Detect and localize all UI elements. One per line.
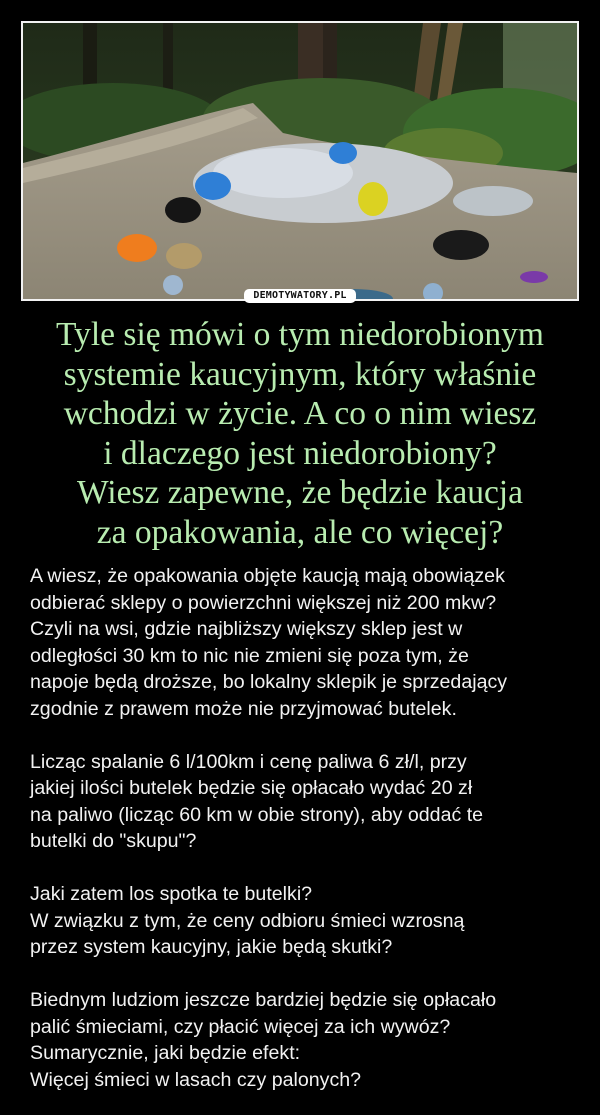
title-line: systemie kaucyjnym, który właśnie — [63, 355, 537, 393]
body-line: odległości 30 km to nic nie zmieni się poza tym, że — [30, 644, 469, 667]
title-line: Tyle się mówi o tym niedorobionym — [55, 316, 544, 353]
paragraph-1 — [30, 563, 590, 722]
title-line: za opakowania, ale co więcej? — [96, 513, 504, 551]
body-line: Jaki zatem los spotka te butelki? — [30, 883, 313, 905]
body-line: butelki do "skupu"? — [30, 830, 197, 852]
paragraph-gap — [30, 855, 590, 882]
body-line: zgodnie z prawem może nie przyjmować butelek. — [30, 697, 457, 720]
body-line: na paliwo (licząc 60 km w obie strony), aby oddać te — [30, 803, 484, 826]
body-line: Więcej śmieci w lasach czy palonych? — [30, 1068, 362, 1091]
body-line: napoje będą droższe, bo lokalny sklepik je sprzedający — [30, 671, 508, 693]
title-line: wchodzi w życie. A co o nim wiesz — [63, 395, 537, 432]
watermark: DEMOTYWATORY.PL — [244, 289, 356, 303]
body-line: jakiej ilości butelek będzie się opłacało wydać 20 zł — [30, 777, 473, 799]
body-line: Licząc spalanie 6 l/100km i cenę paliwa 6 zł/l, przy — [30, 750, 467, 773]
title-line: i dlaczego jest niedorobiony? — [103, 434, 497, 472]
title — [20, 315, 580, 552]
body-line: Czyli na wsi, gdzie najbliższy większy sklep jest w — [30, 618, 463, 640]
title-line: Wiesz zapewne, że będzie kaucja — [77, 474, 523, 511]
body-line: A wiesz, że opakowania objęte kaucją mają obowiązek — [30, 565, 505, 587]
paragraph-2 — [30, 749, 590, 855]
paragraph-4 — [30, 987, 590, 1093]
body-line: Biednym ludziom jeszcze bardziej będzie się opłacało — [30, 989, 497, 1011]
body-text — [30, 563, 590, 1093]
body-line: Sumarycznie, jaki będzie efekt: — [30, 1042, 301, 1064]
paragraph-3 — [30, 881, 590, 961]
body-line: palić śmieciami, czy płacić więcej za ich wywóz? — [30, 1015, 451, 1038]
forest-trash-photo — [23, 23, 577, 299]
paragraph-gap — [30, 961, 590, 988]
body-line: odbierać sklepy o powierzchni większej niż 200 mkw? — [30, 591, 497, 614]
body-line: przez system kaucyjny, jakie będą skutki? — [30, 936, 393, 958]
body-line: W związku z tym, że ceny odbioru śmieci wzrosną — [30, 909, 465, 932]
photo-frame — [21, 21, 579, 301]
paragraph-gap — [30, 722, 590, 749]
